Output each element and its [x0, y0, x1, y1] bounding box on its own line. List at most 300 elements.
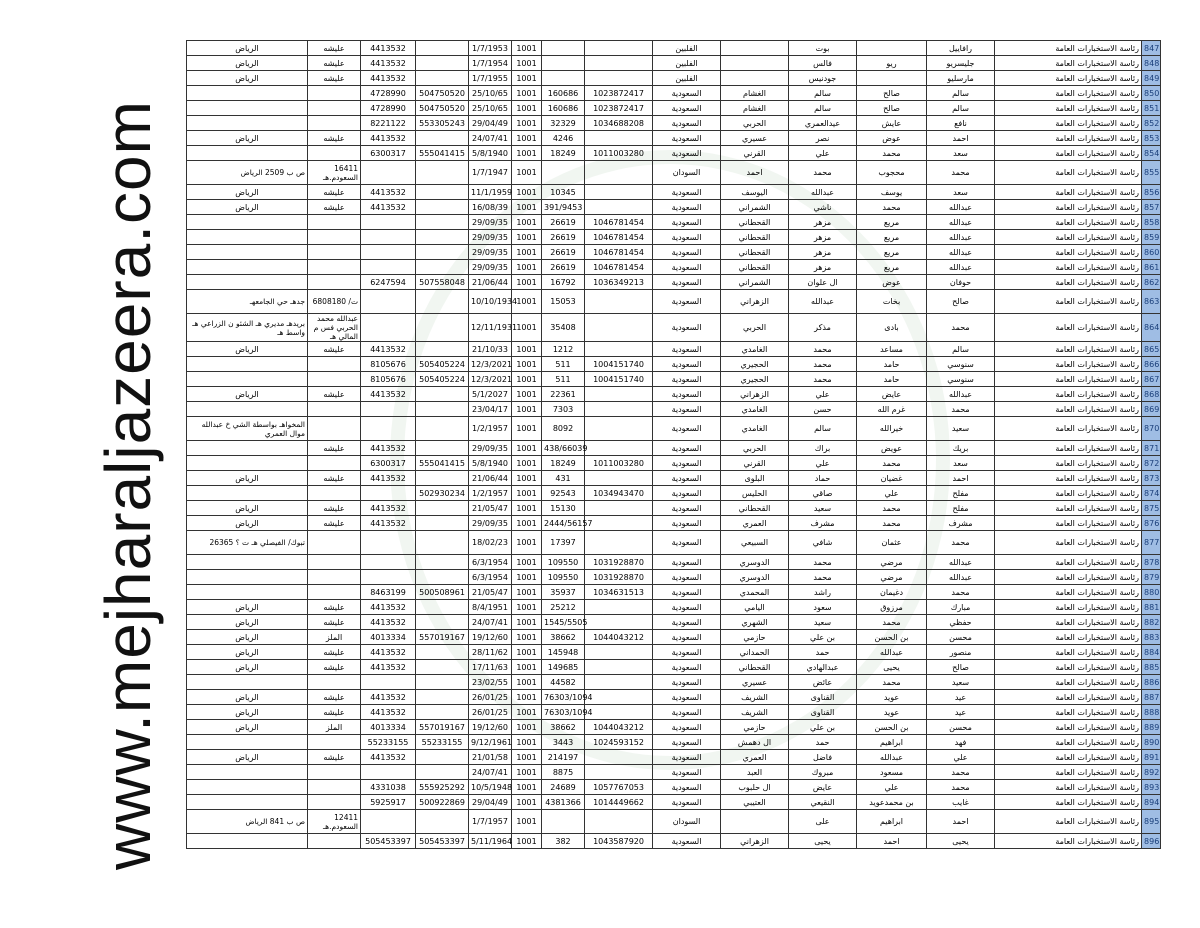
cell-ph	[361, 230, 416, 245]
cell-city	[187, 86, 308, 101]
cell-n4: حازمي	[721, 720, 789, 735]
cell-ph	[361, 810, 416, 834]
table-row	[187, 735, 1161, 750]
cell-ag: رئاسة الاستخبارات العامة	[995, 275, 1142, 290]
cell-code: 1001	[512, 705, 542, 720]
cell-n4: ال دهمش	[721, 735, 789, 750]
table-row	[187, 215, 1161, 230]
cell-nat: الفلبين	[653, 41, 721, 56]
cell-hood	[308, 675, 361, 690]
cell-date: 19/12/60	[469, 630, 512, 645]
cell-ag: رئاسة الاستخبارات العامة	[995, 615, 1142, 630]
cell-nat: السعودية	[653, 441, 721, 456]
cell-n4: الغشام	[721, 101, 789, 116]
cell-n3: محمد	[789, 342, 857, 357]
cell-id	[585, 600, 653, 615]
cell-n1: مبارك	[927, 600, 995, 615]
cell-ph	[361, 555, 416, 570]
cell-code: 1001	[512, 471, 542, 486]
cell-id: 1004151740	[585, 357, 653, 372]
cell-n4: اليامي	[721, 600, 789, 615]
cell-id: 1044043212	[585, 630, 653, 645]
cell-n3: عيدالعمري	[789, 116, 857, 131]
cell-mob	[416, 705, 469, 720]
cell-n3: عايض	[789, 780, 857, 795]
cell-ag: رئاسة الاستخبارات العامة	[995, 765, 1142, 780]
cell-city: الرياض	[187, 516, 308, 531]
cell-id	[585, 690, 653, 705]
cell-nat: السعودية	[653, 260, 721, 275]
cell-n1: سعد	[927, 146, 995, 161]
cell-city: الرياض	[187, 501, 308, 516]
cell-n3: مزهر	[789, 245, 857, 260]
cell-n4: الزهراني	[721, 387, 789, 402]
cell-code: 1001	[512, 260, 542, 275]
cell-ag: رئاسة الاستخبارات العامة	[995, 290, 1142, 314]
cell-no: 855	[1142, 161, 1161, 185]
cell-hood: عليشه	[308, 387, 361, 402]
cell-city	[187, 101, 308, 116]
cell-city: بريدهـ مديري هـ الشئو ن الزراعي هـ واسط هـ	[187, 314, 308, 342]
cell-nat: السعودية	[653, 750, 721, 765]
cell-no: 859	[1142, 230, 1161, 245]
cell-rec: 26619	[542, 215, 585, 230]
cell-hood	[308, 585, 361, 600]
cell-no: 851	[1142, 101, 1161, 116]
table-row	[187, 146, 1161, 161]
cell-no: 856	[1142, 185, 1161, 200]
cell-n1: محمد	[927, 585, 995, 600]
cell-n4: الحربي	[721, 314, 789, 342]
cell-code: 1001	[512, 735, 542, 750]
cell-code: 1001	[512, 555, 542, 570]
cell-hood: عليشه	[308, 516, 361, 531]
cell-hood	[308, 486, 361, 501]
cell-hood	[308, 531, 361, 555]
cell-rec: 26619	[542, 260, 585, 275]
table-row	[187, 531, 1161, 555]
cell-n1: عبدالله	[927, 245, 995, 260]
cell-hood: عليشه	[308, 200, 361, 215]
cell-city: الرياض	[187, 131, 308, 146]
cell-mob	[416, 645, 469, 660]
cell-n4: المحمدي	[721, 585, 789, 600]
cell-ph: 6300317	[361, 146, 416, 161]
cell-mob	[416, 131, 469, 146]
cell-ph	[361, 675, 416, 690]
cell-n1: محسن	[927, 630, 995, 645]
cell-no: 849	[1142, 71, 1161, 86]
cell-n3: عبدالله	[789, 290, 857, 314]
cell-date: 29/09/35	[469, 441, 512, 456]
cell-no: 874	[1142, 486, 1161, 501]
cell-rec: 3443	[542, 735, 585, 750]
cell-mob: 553305243	[416, 116, 469, 131]
cell-n2: ابراهيم	[857, 810, 927, 834]
cell-nat: السعودية	[653, 230, 721, 245]
cell-n1: مفلح	[927, 486, 995, 501]
cell-n3: سعيد	[789, 501, 857, 516]
cell-id	[585, 660, 653, 675]
cell-id	[585, 705, 653, 720]
cell-nat: الفلبين	[653, 71, 721, 86]
cell-no: 853	[1142, 131, 1161, 146]
cell-n2	[857, 41, 927, 56]
cell-rec: 22361	[542, 387, 585, 402]
cell-ag: رئاسة الاستخبارات العامة	[995, 780, 1142, 795]
table-row	[187, 116, 1161, 131]
cell-hood: 12411 السعودم.هـ	[308, 810, 361, 834]
cell-city: تبوك/ الفيصلي هـ ت ؟ 26365	[187, 531, 308, 555]
cell-ag: رئاسة الاستخبارات العامة	[995, 456, 1142, 471]
cell-city	[187, 585, 308, 600]
cell-city: المخواهـ بواسطة الشي خ عبدالله موال العمري	[187, 417, 308, 441]
cell-rec: 15130	[542, 501, 585, 516]
cell-mob: 505453397	[416, 834, 469, 849]
cell-city: الرياض	[187, 56, 308, 71]
cell-nat: السعودية	[653, 456, 721, 471]
cell-mob: 557019167	[416, 720, 469, 735]
cell-n2: بن محمدعويد	[857, 795, 927, 810]
cell-nat: السعودية	[653, 555, 721, 570]
cell-mob	[416, 185, 469, 200]
cell-n2: مريع	[857, 260, 927, 275]
cell-n2: محمد	[857, 146, 927, 161]
cell-date: 19/12/60	[469, 720, 512, 735]
cell-hood: عبدالله محمد الحربي فس م المالي هـ	[308, 314, 361, 342]
cell-n2: صالح	[857, 86, 927, 101]
cell-rec: 8875	[542, 765, 585, 780]
cell-code: 1001	[512, 441, 542, 456]
table-row	[187, 720, 1161, 735]
cell-rec	[542, 41, 585, 56]
cell-date: 24/07/41	[469, 131, 512, 146]
cell-mob: 500922869	[416, 795, 469, 810]
cell-no: 854	[1142, 146, 1161, 161]
cell-date: 21/01/58	[469, 750, 512, 765]
cell-city	[187, 260, 308, 275]
cell-n3: راشد	[789, 585, 857, 600]
cell-code: 1001	[512, 645, 542, 660]
cell-n2: صالح	[857, 101, 927, 116]
cell-n2	[857, 71, 927, 86]
cell-code: 1001	[512, 660, 542, 675]
cell-n2: عايش	[857, 116, 927, 131]
cell-n3: شافي	[789, 531, 857, 555]
cell-ph	[361, 417, 416, 441]
cell-code: 1001	[512, 131, 542, 146]
cell-n1: سعيد	[927, 417, 995, 441]
cell-date: 18/02/23	[469, 531, 512, 555]
cell-code: 1001	[512, 630, 542, 645]
cell-ag: رئاسة الاستخبارات العامة	[995, 675, 1142, 690]
cell-n2: ريو	[857, 56, 927, 71]
cell-n4: القحطاني	[721, 260, 789, 275]
cell-id: 1004151740	[585, 372, 653, 387]
cell-n2: عبدالله	[857, 750, 927, 765]
cell-ph: 4331038	[361, 780, 416, 795]
cell-city	[187, 275, 308, 290]
cell-rec: 24689	[542, 780, 585, 795]
cell-n3: على	[789, 810, 857, 834]
cell-id	[585, 615, 653, 630]
cell-code: 1001	[512, 570, 542, 585]
cell-n4: القحطاني	[721, 230, 789, 245]
cell-n4: العمري	[721, 750, 789, 765]
cell-date: 21/06/44	[469, 471, 512, 486]
cell-ag: رئاسة الاستخبارات العامة	[995, 735, 1142, 750]
cell-city: ص ب 841 الرياض	[187, 810, 308, 834]
cell-n4: الحربي	[721, 441, 789, 456]
cell-city	[187, 116, 308, 131]
cell-n4: الحجيري	[721, 357, 789, 372]
cell-ph: 5925917	[361, 795, 416, 810]
cell-n1: احمد	[927, 810, 995, 834]
cell-n2: عويض	[857, 441, 927, 456]
cell-code: 1001	[512, 161, 542, 185]
cell-mob	[416, 71, 469, 86]
cell-ag: رئاسة الاستخبارات العامة	[995, 101, 1142, 116]
cell-n3: سعود	[789, 600, 857, 615]
cell-date: 29/04/49	[469, 795, 512, 810]
cell-n2: محمد	[857, 200, 927, 215]
cell-n1: محمد	[927, 161, 995, 185]
cell-date: 24/07/41	[469, 615, 512, 630]
cell-n4: الحليس	[721, 486, 789, 501]
cell-ph: 505453397	[361, 834, 416, 849]
cell-n1: سنوسي	[927, 357, 995, 372]
cell-no: 875	[1142, 501, 1161, 516]
cell-hood: عليشه	[308, 56, 361, 71]
cell-ph: 4413532	[361, 600, 416, 615]
cell-n2: عبدالله	[857, 645, 927, 660]
cell-city: الرياض	[187, 71, 308, 86]
cell-ph	[361, 215, 416, 230]
table-row	[187, 56, 1161, 71]
cell-date: 21/06/44	[469, 275, 512, 290]
cell-code: 1001	[512, 810, 542, 834]
cell-date: 1/7/1954	[469, 56, 512, 71]
table-row	[187, 290, 1161, 314]
cell-n2: عوض	[857, 131, 927, 146]
cell-n3: علي	[789, 456, 857, 471]
cell-code: 1001	[512, 531, 542, 555]
cell-ph: 4413532	[361, 387, 416, 402]
cell-nat: السعودية	[653, 645, 721, 660]
table-row	[187, 630, 1161, 645]
cell-hood	[308, 417, 361, 441]
cell-ph	[361, 486, 416, 501]
cell-rec: 18249	[542, 456, 585, 471]
cell-n1: فهد	[927, 735, 995, 750]
cell-ag: رئاسة الاستخبارات العامة	[995, 630, 1142, 645]
cell-rec: 4381366	[542, 795, 585, 810]
cell-hood	[308, 570, 361, 585]
cell-date: 26/01/25	[469, 690, 512, 705]
cell-rec: 160686	[542, 101, 585, 116]
cell-id: 1034631513	[585, 585, 653, 600]
cell-nat: السعودية	[653, 615, 721, 630]
cell-id	[585, 810, 653, 834]
cell-mob	[416, 260, 469, 275]
cell-mob	[416, 230, 469, 245]
cell-city	[187, 372, 308, 387]
cell-mob	[416, 516, 469, 531]
cell-mob: 507558048	[416, 275, 469, 290]
cell-n2: عوض	[857, 275, 927, 290]
cell-n2: مرزوق	[857, 600, 927, 615]
cell-nat: السعودية	[653, 342, 721, 357]
table-row	[187, 260, 1161, 275]
cell-n4: العتيبي	[721, 795, 789, 810]
cell-hood	[308, 456, 361, 471]
cell-code: 1001	[512, 516, 542, 531]
cell-mob	[416, 750, 469, 765]
cell-n2: ابراهيم	[857, 735, 927, 750]
cell-id: 1023872417	[585, 101, 653, 116]
cell-n1: عبدالله	[927, 215, 995, 230]
cell-id: 1024593152	[585, 735, 653, 750]
cell-n3: القناوى	[789, 690, 857, 705]
cell-id	[585, 531, 653, 555]
table-row	[187, 780, 1161, 795]
cell-rec: 32329	[542, 116, 585, 131]
cell-ag: رئاسة الاستخبارات العامة	[995, 834, 1142, 849]
cell-n4: العمري	[721, 516, 789, 531]
cell-n3: فاضل	[789, 750, 857, 765]
table-row	[187, 372, 1161, 387]
cell-city	[187, 486, 308, 501]
cell-nat: السعودية	[653, 834, 721, 849]
cell-n1: عيد	[927, 690, 995, 705]
cell-city: الرياض	[187, 600, 308, 615]
cell-n3: علي	[789, 146, 857, 161]
cell-code: 1001	[512, 720, 542, 735]
cell-hood: عليشه	[308, 750, 361, 765]
cell-hood: عليشه	[308, 645, 361, 660]
cell-no: 852	[1142, 116, 1161, 131]
cell-code: 1001	[512, 402, 542, 417]
cell-n1: حوفان	[927, 275, 995, 290]
cell-nat: السعودية	[653, 795, 721, 810]
cell-rec: 16792	[542, 275, 585, 290]
cell-no: 866	[1142, 357, 1161, 372]
cell-ag: رئاسة الاستخبارات العامة	[995, 471, 1142, 486]
cell-n4: الغامدي	[721, 342, 789, 357]
cell-mob	[416, 690, 469, 705]
cell-nat: السعودية	[653, 215, 721, 230]
cell-city	[187, 675, 308, 690]
cell-city	[187, 146, 308, 161]
cell-date: 12/3/2021	[469, 357, 512, 372]
cell-hood: الملز	[308, 630, 361, 645]
cell-code: 1001	[512, 245, 542, 260]
cell-n1: احمد	[927, 471, 995, 486]
cell-n4: الغامدي	[721, 402, 789, 417]
cell-ag: رئاسة الاستخبارات العامة	[995, 314, 1142, 342]
cell-n2: بخات	[857, 290, 927, 314]
cell-rec: 44582	[542, 675, 585, 690]
table-row	[187, 71, 1161, 86]
cell-city: جدهـ حي الجامعهـ	[187, 290, 308, 314]
cell-n3: عبدالله	[789, 185, 857, 200]
cell-n1: عبدالله	[927, 570, 995, 585]
cell-hood: عليشه	[308, 600, 361, 615]
cell-rec: 511	[542, 357, 585, 372]
cell-rec: 145948	[542, 645, 585, 660]
cell-no: 886	[1142, 675, 1161, 690]
cell-date: 5/11/1964	[469, 834, 512, 849]
cell-code: 1001	[512, 146, 542, 161]
cell-city: الرياض	[187, 41, 308, 56]
cell-n3: عائض	[789, 675, 857, 690]
cell-city	[187, 834, 308, 849]
cell-city	[187, 230, 308, 245]
cell-rec: 26619	[542, 230, 585, 245]
cell-ph: 4413532	[361, 750, 416, 765]
cell-n2: محمد	[857, 456, 927, 471]
cell-ph: 8105676	[361, 357, 416, 372]
cell-n1: يحيى	[927, 834, 995, 849]
cell-ph: 4413532	[361, 185, 416, 200]
cell-city: الرياض	[187, 630, 308, 645]
cell-rec: 76303/1094	[542, 690, 585, 705]
cell-rec: 2444/56157	[542, 516, 585, 531]
cell-mob	[416, 570, 469, 585]
cell-id: 1043587920	[585, 834, 653, 849]
cell-date: 29/09/35	[469, 215, 512, 230]
cell-nat: السعودية	[653, 290, 721, 314]
cell-id	[585, 402, 653, 417]
cell-nat: السعودية	[653, 245, 721, 260]
cell-n3: محمد	[789, 357, 857, 372]
cell-n4: احمد	[721, 161, 789, 185]
cell-n3: عبدالهادي	[789, 660, 857, 675]
cell-n2: بن الحسن	[857, 720, 927, 735]
cell-n3: ال علوان	[789, 275, 857, 290]
cell-ph: 4413532	[361, 71, 416, 86]
cell-code: 1001	[512, 372, 542, 387]
cell-ph: 6247594	[361, 275, 416, 290]
cell-code: 1001	[512, 230, 542, 245]
cell-n3: صاقي	[789, 486, 857, 501]
cell-city: الرياض	[187, 342, 308, 357]
cell-city: الرياض	[187, 185, 308, 200]
cell-hood: عليشه	[308, 71, 361, 86]
cell-date: 5/8/1940	[469, 456, 512, 471]
cell-n2: علي	[857, 486, 927, 501]
table-row	[187, 342, 1161, 357]
table-row	[187, 516, 1161, 531]
records-table	[186, 40, 1161, 849]
cell-hood	[308, 765, 361, 780]
cell-date: 16/08/39	[469, 200, 512, 215]
cell-code: 1001	[512, 387, 542, 402]
cell-nat: السعودية	[653, 387, 721, 402]
cell-n3: نصر	[789, 131, 857, 146]
cell-date: 29/04/49	[469, 116, 512, 131]
cell-no: 861	[1142, 260, 1161, 275]
cell-n1: سعد	[927, 185, 995, 200]
cell-nat: السودان	[653, 161, 721, 185]
table-row	[187, 275, 1161, 290]
cell-mob: 555041415	[416, 456, 469, 471]
cell-hood	[308, 275, 361, 290]
cell-no: 871	[1142, 441, 1161, 456]
cell-n3: سعيد	[789, 615, 857, 630]
cell-date: 28/11/62	[469, 645, 512, 660]
cell-ph: 4728990	[361, 101, 416, 116]
